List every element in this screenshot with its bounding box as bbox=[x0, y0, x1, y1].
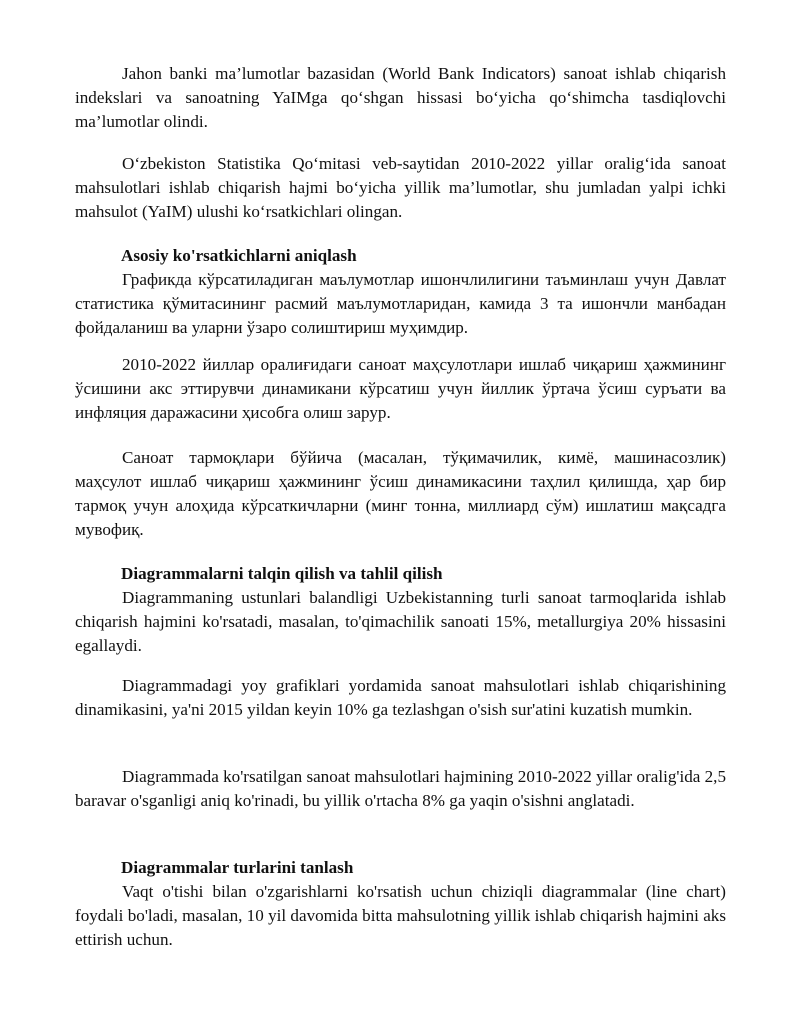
heading-chart-type-selection: Diagrammalar turlarini tanlash bbox=[121, 858, 354, 877]
paragraph-arc-charts: Diagrammadagi yoy grafiklari yordamida sanoat mahsulotlari ishlab chiqarishining dinamikasini, ya'ni 2015 yildan keyin 10% ga tezlashgan o'sish sur'atini kuzatish mumkin. bbox=[75, 676, 726, 719]
paragraph-stat-committee-data: O‘zbekiston Statistika Qo‘mitasi veb-saytidan 2010-2022 yillar oralig‘ida sanoat mahsulotlari ishlab chiqarish hajmi bo‘yicha yillik ma’lumotlar, shu jumladan yalpi ichki mahsulot (YaIM) ulushi ko‘rsatkichlari olingan. bbox=[75, 154, 726, 221]
paragraph-bar-heights: Diagrammaning ustunlari balandligi Uzbekistanning turli sanoat tarmoqlarida ishlab chiqarish hajmini ko'rsatadi, masalan, to'qimachilik sanoati 15%, metallurgiya 20% hissasini egallaydi. bbox=[75, 588, 726, 655]
paragraph-data-reliability: Графикда кўрсатиладиган маълумотлар ишончлилигини таъминлаш учун Давлат статистика қўмитасининг расмий маълумотларидан, камида 3 та ишончли манбадан фойдаланиш ва уларни ўзаро солиштириш муҳимдир. bbox=[75, 270, 726, 337]
heading-key-indicators: Asosiy ko'rsatkichlarni aniqlash bbox=[121, 246, 357, 265]
paragraph-volume-growth: Diagrammada ko'rsatilgan sanoat mahsulotlari hajmining 2010-2022 yillar oralig'ida 2,5 baravar o'sganligi aniq ko'rinadi, bu yillik o'rtacha 8% ga yaqin o'sishni anglatadi. bbox=[75, 767, 726, 810]
paragraph-industry-branches: Саноат тармоқлари бўйича (масалан, тўқимачилик, кимё, машинасозлик) маҳсулот ишлаб чиқариш ҳажмининг ўсиш динамикасини таҳлил қилишда, ҳар бир тармоқ учун алоҳида кўрсаткичларни (минг тонна, миллиард сўм) ишлатиш мақсадга мувофиқ. bbox=[75, 448, 726, 539]
paragraph-growth-dynamics: 2010-2022 йиллар оралиғидаги саноат маҳсулотлари ишлаб чиқариш ҳажмининг ўсишини акс эттирувчи динамикани кўрсатиш учун йиллик ўртача ўсиш суръати ва инфляция даражасини ҳисобга олиш зарур. bbox=[75, 355, 726, 422]
paragraph-line-charts: Vaqt o'tishi bilan o'zgarishlarni ko'rsatish uchun chiziqli diagrammalar (line chart) foydali bo'ladi, masalan, 10 yil davomida bitta mahsulotning yillik ishlab chiqarish hajmini aks ettirish uchun. bbox=[75, 882, 726, 949]
paragraph-world-bank-data: Jahon banki ma’lumotlar bazasidan (World Bank Indicators) sanoat ishlab chiqarish indekslari va sanoatning YaIMga qo‘shgan hissasi bo‘yicha qo‘shimcha tasdiqlovchi ma’lumotlar olindi. bbox=[75, 64, 726, 131]
heading-diagram-interpretation: Diagrammalarni talqin qilish va tahlil qilish bbox=[121, 564, 443, 583]
